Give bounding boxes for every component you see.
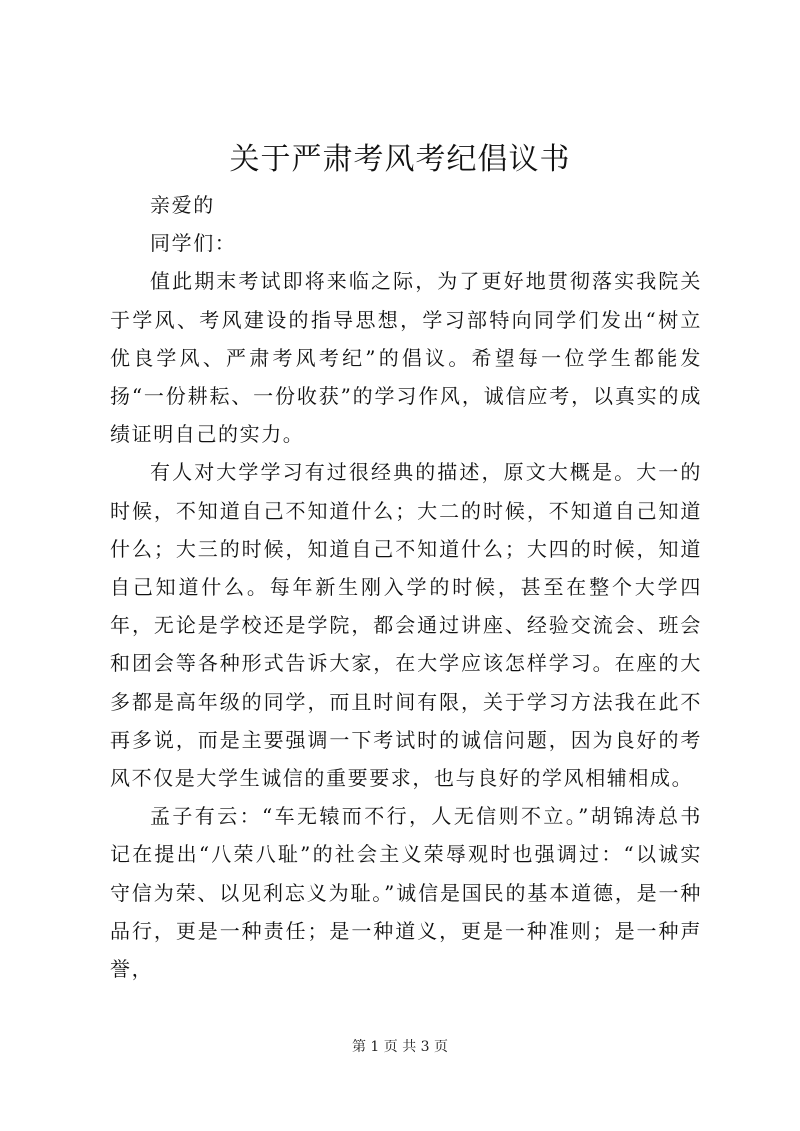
salutation-line-1: 亲爱的 <box>150 193 215 217</box>
paragraph-2: 有人对大学学习有过很经典的描述，原文大概是。大一的时候，不知道自己不知道什么；大二的时候，不知道自己知道什么；大三的时候，知道自己不知道什么；大四的时候，知道自己知道什么。每年新生刚入学的时候，甚至在整个大学四年，无论是学校还是学院，都会通过讲座、经验交流会、班会和团会等各种形式告诉大家，在大学应该怎样学习。在座的大多都是高年级的同学，而且时间有限，关于学习方法我在此不再多说，而是主要强调一下考试时的诚信问题，因为良好的考风不仅是大学生诚信的重要要求，也与良好的学风相辅相成。 <box>110 460 702 791</box>
salutation-line-2: 同学们： <box>150 231 237 256</box>
document-body <box>110 186 702 988</box>
paragraph-1: 值此期末考试即将来临之际，为了更好地贯彻落实我院关于学风、考风建设的指导思想，学习部特向同学们发出“树立优良学风、严肃考风考纪”的倡议。希望每一位学生都能发扬“一份耕耘、一份收获”的学习作风，诚信应考，以真实的成绩证明自己的实力。 <box>110 269 702 447</box>
page-number-footer: 第 1 页 共 3 页 <box>351 1039 449 1055</box>
document-title: 关于严肃考风考纪倡议书 <box>229 142 571 177</box>
paragraph-3: 孟子有云：“车无辕而不行，人无信则不立。”胡锦涛总书记在提出“八荣八耻”的社会主义荣辱观时也强调过：“以诚实守信为荣、以见利忘义为耻。”诚信是国民的基本道德，是一种品行，更是一种责任；是一种道义，更是一种准则；是一种声誉， <box>110 804 702 982</box>
